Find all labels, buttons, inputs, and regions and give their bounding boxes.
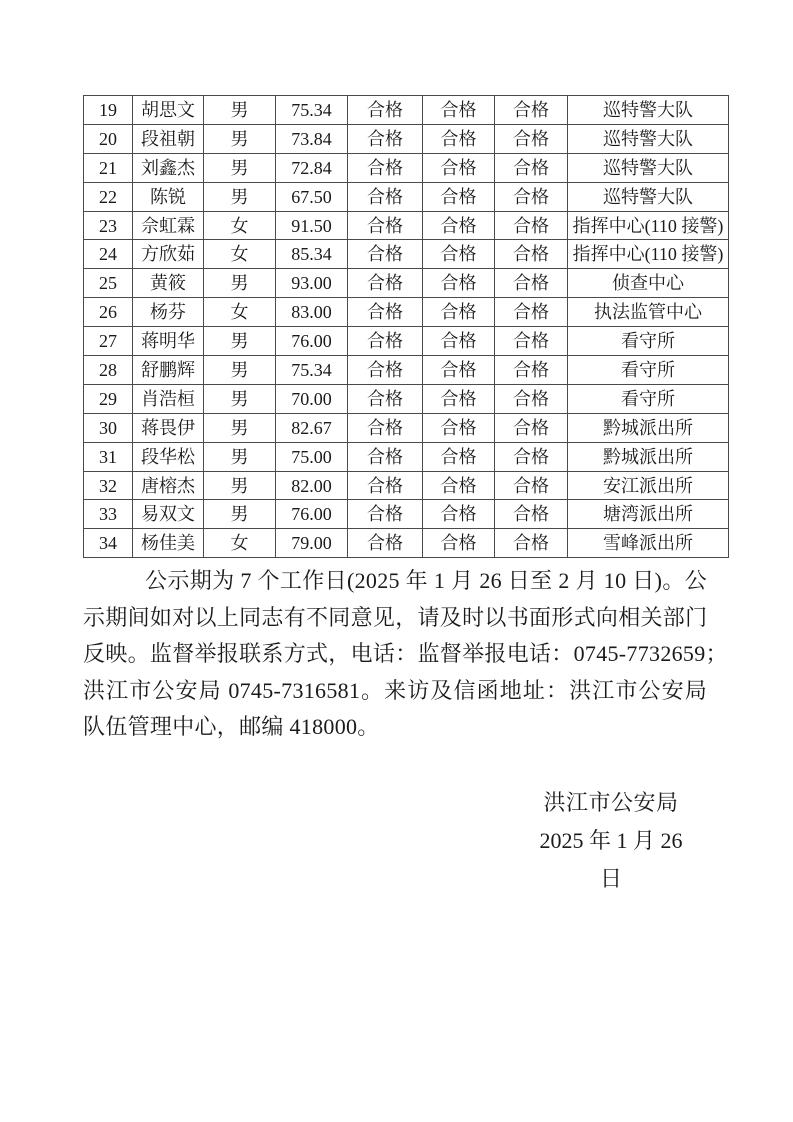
table-row	[84, 413, 729, 442]
cell-no: 27	[84, 327, 133, 356]
cell-score: 70.00	[276, 384, 348, 413]
cell-result2: 合格	[423, 96, 495, 125]
cell-result3: 合格	[495, 356, 568, 385]
cell-result3: 合格	[495, 471, 568, 500]
table-row	[84, 182, 729, 211]
cell-result3: 合格	[495, 413, 568, 442]
cell-no: 20	[84, 124, 133, 153]
notice-paragraph	[83, 563, 728, 746]
cell-score: 75.34	[276, 356, 348, 385]
cell-name: 黄筱	[133, 269, 204, 298]
cell-result2: 合格	[423, 500, 495, 529]
cell-result3: 合格	[495, 327, 568, 356]
signature-date: 2025 年 1 月 26 日	[539, 828, 683, 891]
cell-gender: 男	[204, 182, 276, 211]
cell-no: 22	[84, 182, 133, 211]
cell-result3: 合格	[495, 96, 568, 125]
cell-result2: 合格	[423, 153, 495, 182]
cell-name: 易双文	[133, 500, 204, 529]
cell-score: 75.00	[276, 442, 348, 471]
cell-score: 82.67	[276, 413, 348, 442]
cell-result1: 合格	[348, 384, 423, 413]
table-row	[84, 96, 729, 125]
cell-gender: 男	[204, 327, 276, 356]
cell-result3: 合格	[495, 442, 568, 471]
cell-name: 杨佳美	[133, 529, 204, 558]
table-row	[84, 327, 729, 356]
cell-result1: 合格	[348, 124, 423, 153]
cell-result1: 合格	[348, 471, 423, 500]
table-row	[84, 471, 729, 500]
cell-name: 佘虹霖	[133, 211, 204, 240]
notice-line: 公示期为 7 个工作日(2025 年 1 月 26 日至 2 月 10 日)。公	[145, 568, 707, 593]
cell-name: 杨芬	[133, 298, 204, 327]
cell-result2: 合格	[423, 413, 495, 442]
cell-department: 巡特警大队	[568, 182, 729, 211]
cell-gender: 男	[204, 356, 276, 385]
table-row	[84, 153, 729, 182]
cell-name: 段祖朝	[133, 124, 204, 153]
cell-result3: 合格	[495, 500, 568, 529]
cell-no: 30	[84, 413, 133, 442]
cell-result2: 合格	[423, 298, 495, 327]
cell-result2: 合格	[423, 471, 495, 500]
cell-gender: 女	[204, 529, 276, 558]
table-row	[84, 384, 729, 413]
table-row	[84, 211, 729, 240]
cell-department: 雪峰派出所	[568, 529, 729, 558]
cell-gender: 男	[204, 124, 276, 153]
cell-result3: 合格	[495, 269, 568, 298]
table-row	[84, 124, 729, 153]
cell-department: 看守所	[568, 384, 729, 413]
cell-result1: 合格	[348, 413, 423, 442]
cell-score: 93.00	[276, 269, 348, 298]
cell-department: 侦查中心	[568, 269, 729, 298]
cell-department: 巡特警大队	[568, 96, 729, 125]
cell-no: 24	[84, 240, 133, 269]
table-row	[84, 529, 729, 558]
cell-score: 91.50	[276, 211, 348, 240]
cell-department: 指挥中心(110 接警)	[568, 211, 729, 240]
cell-result3: 合格	[495, 384, 568, 413]
cell-gender: 男	[204, 500, 276, 529]
cell-gender: 男	[204, 153, 276, 182]
cell-result1: 合格	[348, 211, 423, 240]
cell-name: 舒鹏辉	[133, 356, 204, 385]
cell-result3: 合格	[495, 298, 568, 327]
cell-no: 28	[84, 356, 133, 385]
cell-result3: 合格	[495, 124, 568, 153]
cell-no: 23	[84, 211, 133, 240]
cell-name: 蒋畏伊	[133, 413, 204, 442]
cell-result1: 合格	[348, 298, 423, 327]
cell-department: 看守所	[568, 356, 729, 385]
cell-no: 26	[84, 298, 133, 327]
notice-line: 示期间如对以上同志有不同意见，请及时以书面形式向相关部门	[83, 604, 708, 630]
cell-result2: 合格	[423, 384, 495, 413]
notice-line: 洪江市公安局 0745-7316581。来访及信函地址：洪江市公安局	[83, 677, 707, 703]
table-row	[84, 500, 729, 529]
notice-line: 反映。监督举报联系方式，电话：监督举报电话：0745-7732659；	[83, 641, 728, 667]
cell-department: 执法监管中心	[568, 298, 729, 327]
cell-result1: 合格	[348, 96, 423, 125]
cell-department: 黔城派出所	[568, 442, 729, 471]
cell-gender: 男	[204, 96, 276, 125]
cell-score: 73.84	[276, 124, 348, 153]
table-row	[84, 356, 729, 385]
table-row	[84, 240, 729, 269]
cell-no: 31	[84, 442, 133, 471]
cell-score: 76.00	[276, 327, 348, 356]
cell-name: 陈锐	[133, 182, 204, 211]
cell-name: 方欣茹	[133, 240, 204, 269]
cell-department: 巡特警大队	[568, 153, 729, 182]
table-row	[84, 269, 729, 298]
cell-result2: 合格	[423, 529, 495, 558]
signature-org: 洪江市公安局	[543, 790, 679, 815]
cell-department: 安江派出所	[568, 471, 729, 500]
cell-result2: 合格	[423, 124, 495, 153]
cell-result1: 合格	[348, 269, 423, 298]
cell-score: 79.00	[276, 529, 348, 558]
cell-name: 刘鑫杰	[133, 153, 204, 182]
cell-result2: 合格	[423, 442, 495, 471]
results-table-body	[84, 96, 729, 558]
cell-score: 76.00	[276, 500, 348, 529]
cell-score: 72.84	[276, 153, 348, 182]
cell-no: 29	[84, 384, 133, 413]
cell-no: 25	[84, 269, 133, 298]
cell-result1: 合格	[348, 153, 423, 182]
cell-department: 指挥中心(110 接警)	[568, 240, 729, 269]
table-row	[84, 298, 729, 327]
table-row	[84, 442, 729, 471]
cell-result1: 合格	[348, 442, 423, 471]
cell-result2: 合格	[423, 269, 495, 298]
cell-score: 75.34	[276, 96, 348, 125]
cell-score: 82.00	[276, 471, 348, 500]
cell-result2: 合格	[423, 240, 495, 269]
cell-gender: 女	[204, 298, 276, 327]
cell-no: 33	[84, 500, 133, 529]
cell-score: 83.00	[276, 298, 348, 327]
cell-result3: 合格	[495, 240, 568, 269]
cell-result3: 合格	[495, 182, 568, 211]
cell-no: 34	[84, 529, 133, 558]
cell-result1: 合格	[348, 182, 423, 211]
cell-name: 蒋明华	[133, 327, 204, 356]
cell-gender: 男	[204, 413, 276, 442]
cell-score: 85.34	[276, 240, 348, 269]
cell-result2: 合格	[423, 182, 495, 211]
cell-name: 段华松	[133, 442, 204, 471]
cell-score: 67.50	[276, 182, 348, 211]
results-table	[83, 95, 729, 558]
notice-line: 队伍管理中心，邮编 418000。	[83, 714, 380, 740]
cell-result3: 合格	[495, 529, 568, 558]
cell-result1: 合格	[348, 500, 423, 529]
signature-block	[528, 784, 694, 898]
cell-gender: 男	[204, 442, 276, 471]
cell-result2: 合格	[423, 327, 495, 356]
cell-department: 黔城派出所	[568, 413, 729, 442]
cell-department: 巡特警大队	[568, 124, 729, 153]
cell-no: 21	[84, 153, 133, 182]
cell-gender: 女	[204, 211, 276, 240]
cell-result3: 合格	[495, 153, 568, 182]
cell-no: 32	[84, 471, 133, 500]
cell-gender: 男	[204, 269, 276, 298]
cell-result1: 合格	[348, 240, 423, 269]
cell-gender: 女	[204, 240, 276, 269]
cell-name: 胡思文	[133, 96, 204, 125]
cell-result1: 合格	[348, 327, 423, 356]
cell-name: 肖浩桓	[133, 384, 204, 413]
cell-gender: 男	[204, 471, 276, 500]
cell-department: 塘湾派出所	[568, 500, 729, 529]
cell-no: 19	[84, 96, 133, 125]
cell-result3: 合格	[495, 211, 568, 240]
cell-result2: 合格	[423, 211, 495, 240]
cell-department: 看守所	[568, 327, 729, 356]
cell-result2: 合格	[423, 356, 495, 385]
cell-result1: 合格	[348, 356, 423, 385]
cell-name: 唐榕杰	[133, 471, 204, 500]
cell-gender: 男	[204, 384, 276, 413]
cell-result1: 合格	[348, 529, 423, 558]
